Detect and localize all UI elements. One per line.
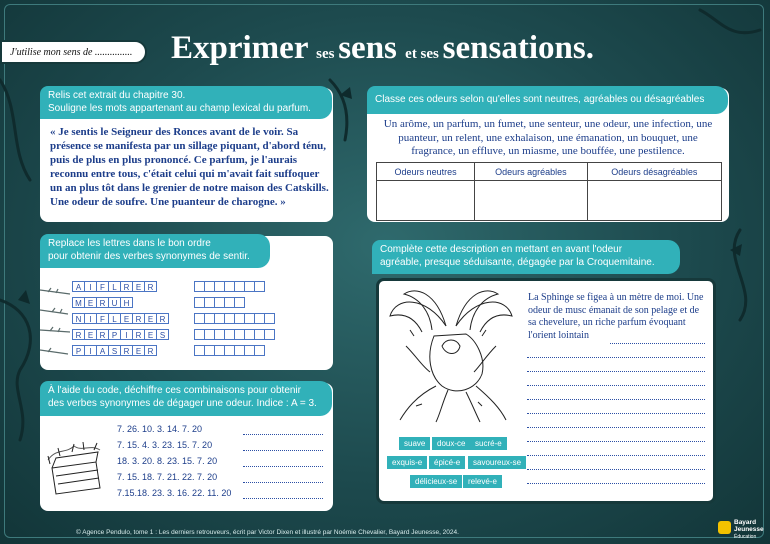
letter-cell: A <box>96 345 109 356</box>
title-part: sensations. <box>442 30 594 66</box>
keyword-tag: délicieux-se <box>410 475 462 488</box>
letter-cell: R <box>120 345 133 356</box>
writing-line[interactable] <box>527 412 705 414</box>
extract-quote: « Je sentis le Seigneur des Ronces avant de le voir. Sa présence se manifesta par un sillage piquant, d'abord ténu, puis de plus en plus prononcé. Ce parfum, je l'aurais reconnu entre tous, c'était celui qui m'avait fait suffoquer un an plus tôt dans le grenier de notre maison des Catskills. Une odeur de soufre. Une puanteur de charogne. » <box>50 126 329 208</box>
letter-cell: N <box>72 313 85 324</box>
answer-line[interactable] <box>243 441 323 451</box>
writing-line[interactable] <box>527 398 705 400</box>
odor-table <box>376 162 722 221</box>
letter-cell: R <box>132 313 145 324</box>
answer-cell[interactable] <box>475 181 587 221</box>
logo-line2: Jeunesse <box>734 526 764 533</box>
letter-cell: R <box>132 329 145 340</box>
sense-tag: J'utilise mon sens de ............... <box>0 40 147 64</box>
letter-cell: E <box>84 329 97 340</box>
letter-cell: E <box>144 313 157 324</box>
publisher-logo <box>718 518 768 542</box>
letter-cell: R <box>144 281 157 292</box>
letter-cell: H <box>120 297 133 308</box>
letter-cell: E <box>132 281 145 292</box>
describe-instruction: Complète cette description en mettant en avant l'odeur agréable, presque séduisante, dégagée par la Croquemitaine. <box>372 240 680 274</box>
anagram-letters <box>72 313 168 324</box>
letter-cell: E <box>144 329 157 340</box>
keyword-tag: suave <box>399 437 430 450</box>
answer-cell[interactable] <box>377 181 475 221</box>
answer-boxes[interactable] <box>194 281 264 292</box>
letter-cell: I <box>84 345 97 356</box>
letter-cell: P <box>108 329 121 340</box>
keyword-tag: savoureux-se <box>468 456 526 469</box>
answer-boxes[interactable] <box>194 345 264 356</box>
letter-cell: U <box>108 297 121 308</box>
anagram-letters <box>72 297 132 308</box>
column-neutral: Odeurs neutres <box>377 163 475 181</box>
writing-line[interactable] <box>527 370 705 372</box>
answer-box[interactable] <box>254 345 265 356</box>
title-part: Exprimer <box>171 30 317 66</box>
odor-word-list: Un arôme, un parfum, un fumet, une senteur, une odeur, une infection, une puanteur, un relent, une exhalaison, une émanation, un bouquet, une fragrance, un effluve, un miasme, une bouffée, une pestilence. <box>383 118 713 157</box>
page-title <box>171 30 631 74</box>
letter-cell: P <box>72 345 85 356</box>
answer-box[interactable] <box>264 313 275 324</box>
classify-instruction: Classe ces odeurs selon qu'elles sont neutres, agréables ou désagréables <box>367 86 728 114</box>
code-combination: 7. 26. 10. 3. 14. 7. 20 <box>117 424 203 434</box>
logo-line1: Bayard <box>734 519 757 526</box>
answer-cell[interactable] <box>587 181 721 221</box>
writing-line[interactable] <box>527 440 705 442</box>
logo-mark <box>718 521 731 534</box>
copyright: © Agence Pendulo, tome 1 : Les derniers retrouveurs, écrit par Victor Dixen et illustré par Noémie Chevalier, Bayard Jeunesse, 2024. <box>76 529 459 536</box>
keyword-tag: sucré-e <box>470 437 507 450</box>
answer-boxes[interactable] <box>194 329 274 340</box>
writing-line[interactable] <box>527 384 705 386</box>
letter-cell: R <box>120 281 133 292</box>
answer-box[interactable] <box>234 297 245 308</box>
keyword-tag: relevé-e <box>463 475 502 488</box>
answer-boxes[interactable] <box>194 313 274 324</box>
letter-cell: A <box>72 281 85 292</box>
letter-cell: I <box>84 313 97 324</box>
writing-line[interactable] <box>527 468 705 470</box>
title-part: ses <box>316 46 339 62</box>
letter-cell: L <box>108 313 121 324</box>
code-combination: 7. 15. 18. 7. 21. 22. 7. 20 <box>117 472 218 482</box>
letter-cell: F <box>96 281 109 292</box>
letter-cell: S <box>156 329 169 340</box>
answer-box[interactable] <box>254 281 265 292</box>
column-unpleasant: Odeurs désagréables <box>587 163 721 181</box>
column-pleasant: Odeurs agréables <box>475 163 587 181</box>
anagram-letters <box>72 281 156 292</box>
code-combination: 18. 3. 20. 8. 23. 15. 7. 20 <box>117 456 218 466</box>
letter-cell: S <box>108 345 121 356</box>
keyword-tag: exquis-e <box>387 456 427 469</box>
answer-box[interactable] <box>264 329 275 340</box>
sphinx-text: La Sphinge se figea à un mètre de moi. Une odeur de musc émanait de son pelage et de sa chevelure, un riche parfum évoquant l'orient lointain <box>528 292 704 341</box>
extract-instruction: Relis cet extrait du chapitre 30. Souligne les mots appartenant au champ lexical du parfum. <box>40 86 332 119</box>
writing-line[interactable] <box>527 426 705 428</box>
code-instruction: À l'aide du code, déchiffre ces combinaisons pour obtenir des verbes synonymes de dégager une odeur. Indice : A = 3. <box>40 381 332 416</box>
title-part: et ses <box>405 46 443 62</box>
answer-line[interactable] <box>243 425 323 435</box>
letter-cell: E <box>120 313 133 324</box>
letter-cell: R <box>144 345 157 356</box>
anagram-instruction: Replace les lettres dans le bon ordre pour obtenir des verbes synonymes de sentir. <box>40 234 270 268</box>
letter-cell: E <box>84 297 97 308</box>
writing-line[interactable] <box>527 454 705 456</box>
letter-cell: R <box>72 329 85 340</box>
keyword-tag: épicé-e <box>429 456 465 469</box>
letter-cell: L <box>108 281 121 292</box>
letter-cell: R <box>96 297 109 308</box>
thorn-decoration <box>40 280 72 370</box>
letter-cell: M <box>72 297 85 308</box>
anagram-letters <box>72 329 168 340</box>
title-part: sens <box>338 30 406 66</box>
code-combination: 7.15.18. 23. 3. 16. 22. 11. 20 <box>117 488 232 498</box>
writing-line[interactable] <box>527 482 705 484</box>
answer-line[interactable] <box>243 473 323 483</box>
writing-line[interactable] <box>610 342 705 344</box>
answer-boxes[interactable] <box>194 297 244 308</box>
letter-cell: F <box>96 313 109 324</box>
code-combination: 7. 15. 4. 3. 23. 15. 7. 20 <box>117 440 213 450</box>
anagram-letters <box>72 345 156 356</box>
letter-cell: I <box>84 281 97 292</box>
keyword-tag: doux-ce <box>432 437 470 450</box>
logo-line3: Éducation <box>734 534 757 540</box>
trunk-illustration <box>46 440 104 500</box>
letter-cell: R <box>156 313 169 324</box>
sphinx-illustration <box>386 286 516 426</box>
writing-line[interactable] <box>527 356 705 358</box>
answer-line[interactable] <box>243 457 323 467</box>
letter-cell: E <box>132 345 145 356</box>
answer-line[interactable] <box>243 489 323 499</box>
letter-cell: I <box>120 329 133 340</box>
letter-cell: R <box>96 329 109 340</box>
